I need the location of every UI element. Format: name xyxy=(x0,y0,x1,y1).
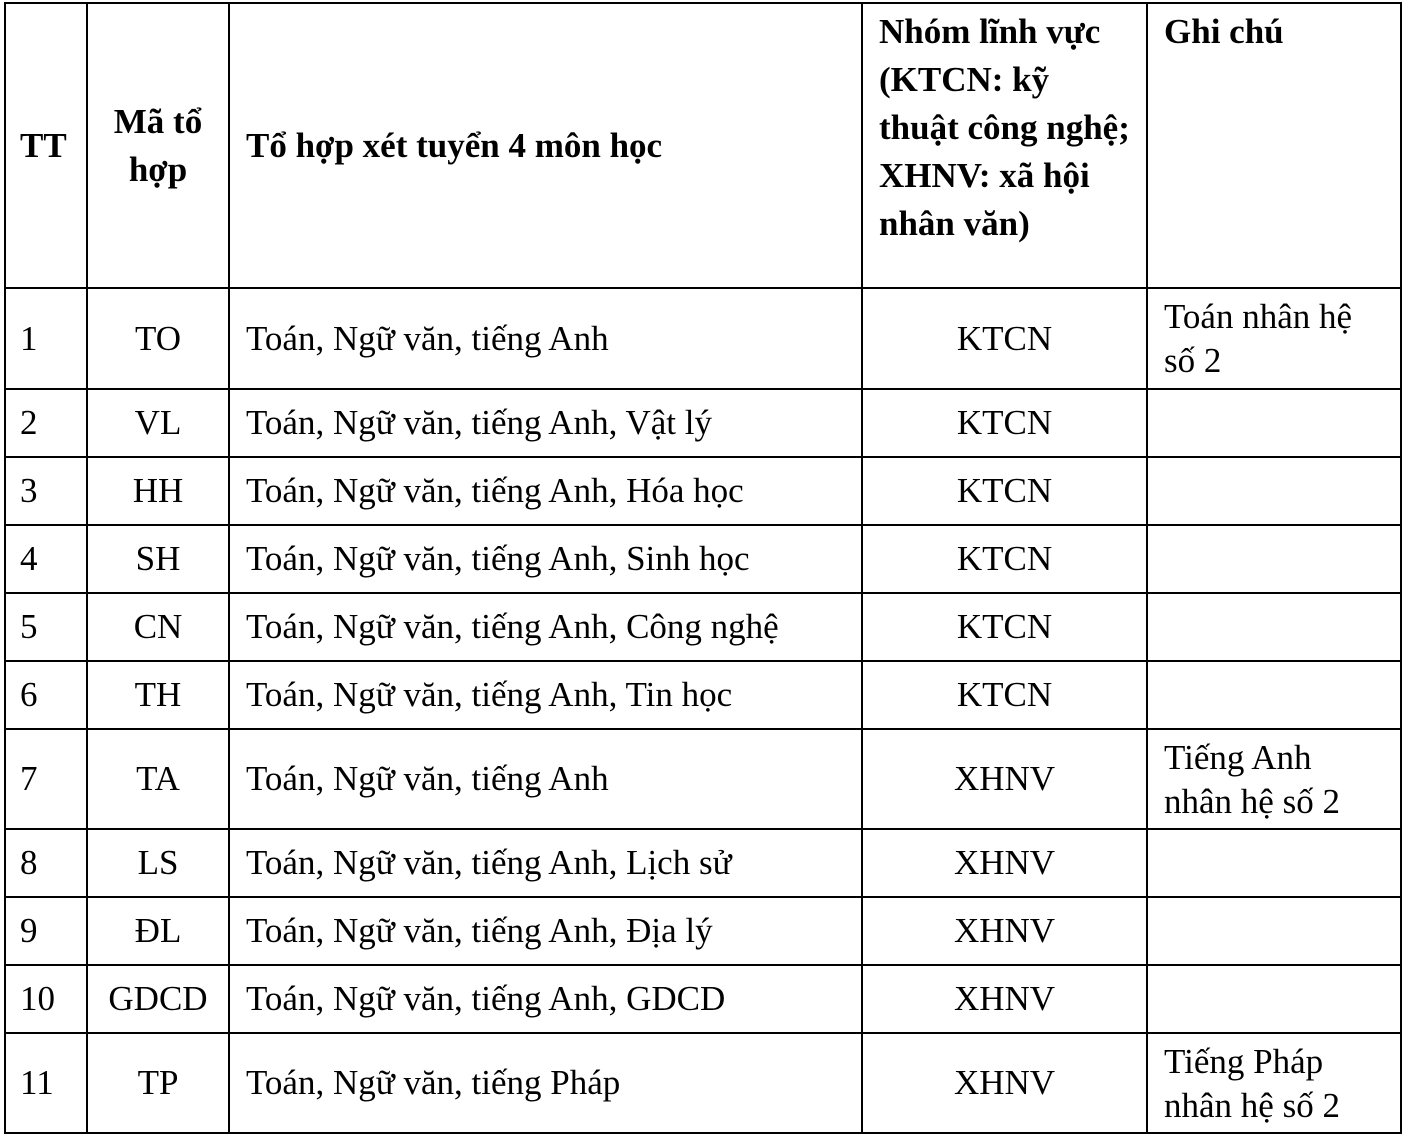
cell-note xyxy=(1147,593,1401,661)
cell-subjects: Toán, Ngữ văn, tiếng Anh, Công nghệ xyxy=(229,593,862,661)
cell-subjects: Toán, Ngữ văn, tiếng Pháp xyxy=(229,1033,862,1133)
cell-group: XHNV xyxy=(862,897,1147,965)
header-row xyxy=(5,3,1401,288)
cell-note: Tiếng Anh nhân hệ số 2 xyxy=(1147,729,1401,829)
cell-group: KTCN xyxy=(862,389,1147,457)
cell-tt: 6 xyxy=(5,661,87,729)
cell-note xyxy=(1147,661,1401,729)
cell-code: SH xyxy=(87,525,229,593)
cell-code: HH xyxy=(87,457,229,525)
cell-group: XHNV xyxy=(862,1033,1147,1133)
table-body xyxy=(5,288,1401,1133)
cell-group: KTCN xyxy=(862,288,1147,389)
cell-code: CN xyxy=(87,593,229,661)
table-row xyxy=(5,288,1401,389)
cell-group: XHNV xyxy=(862,965,1147,1033)
cell-code: TO xyxy=(87,288,229,389)
cell-tt: 11 xyxy=(5,1033,87,1133)
table-row xyxy=(5,661,1401,729)
cell-subjects: Toán, Ngữ văn, tiếng Anh, GDCD xyxy=(229,965,862,1033)
cell-code: GDCD xyxy=(87,965,229,1033)
cell-group: KTCN xyxy=(862,593,1147,661)
cell-subjects: Toán, Ngữ văn, tiếng Anh, Hóa học xyxy=(229,457,862,525)
header-group: Nhóm lĩnh vực (KTCN: kỹ thuật công nghệ; XHNV: xã hội nhân văn) xyxy=(862,3,1147,288)
cell-group: KTCN xyxy=(862,661,1147,729)
table-row xyxy=(5,457,1401,525)
cell-note: Toán nhân hệ số 2 xyxy=(1147,288,1401,389)
cell-subjects: Toán, Ngữ văn, tiếng Anh, Sinh học xyxy=(229,525,862,593)
cell-subjects: Toán, Ngữ văn, tiếng Anh xyxy=(229,729,862,829)
cell-tt: 8 xyxy=(5,829,87,897)
table-row xyxy=(5,829,1401,897)
table-row xyxy=(5,729,1401,829)
cell-tt: 3 xyxy=(5,457,87,525)
cell-tt: 1 xyxy=(5,288,87,389)
header-tt: TT xyxy=(5,3,87,288)
table-row xyxy=(5,965,1401,1033)
cell-code: ĐL xyxy=(87,897,229,965)
header-subjects: Tổ hợp xét tuyển 4 môn học xyxy=(229,3,862,288)
cell-tt: 10 xyxy=(5,965,87,1033)
cell-group: XHNV xyxy=(862,729,1147,829)
cell-group: XHNV xyxy=(862,829,1147,897)
cell-code: TA xyxy=(87,729,229,829)
cell-note xyxy=(1147,457,1401,525)
cell-note: Tiếng Pháp nhân hệ số 2 xyxy=(1147,1033,1401,1133)
cell-code: LS xyxy=(87,829,229,897)
header-note: Ghi chú xyxy=(1147,3,1401,288)
cell-tt: 7 xyxy=(5,729,87,829)
cell-note xyxy=(1147,965,1401,1033)
table-row xyxy=(5,593,1401,661)
cell-code: TP xyxy=(87,1033,229,1133)
cell-tt: 9 xyxy=(5,897,87,965)
admission-combinations-table xyxy=(4,2,1402,1134)
table-row xyxy=(5,1033,1401,1133)
cell-subjects: Toán, Ngữ văn, tiếng Anh, Địa lý xyxy=(229,897,862,965)
cell-tt: 2 xyxy=(5,389,87,457)
cell-code: VL xyxy=(87,389,229,457)
cell-group: KTCN xyxy=(862,525,1147,593)
cell-subjects: Toán, Ngữ văn, tiếng Anh xyxy=(229,288,862,389)
table-row xyxy=(5,897,1401,965)
cell-code: TH xyxy=(87,661,229,729)
cell-note xyxy=(1147,897,1401,965)
header-code: Mã tổ hợp xyxy=(87,3,229,288)
table-row xyxy=(5,525,1401,593)
table-row xyxy=(5,389,1401,457)
cell-tt: 4 xyxy=(5,525,87,593)
cell-note xyxy=(1147,525,1401,593)
cell-subjects: Toán, Ngữ văn, tiếng Anh, Vật lý xyxy=(229,389,862,457)
cell-subjects: Toán, Ngữ văn, tiếng Anh, Tin học xyxy=(229,661,862,729)
cell-group: KTCN xyxy=(862,457,1147,525)
cell-note xyxy=(1147,389,1401,457)
cell-note xyxy=(1147,829,1401,897)
cell-tt: 5 xyxy=(5,593,87,661)
cell-subjects: Toán, Ngữ văn, tiếng Anh, Lịch sử xyxy=(229,829,862,897)
